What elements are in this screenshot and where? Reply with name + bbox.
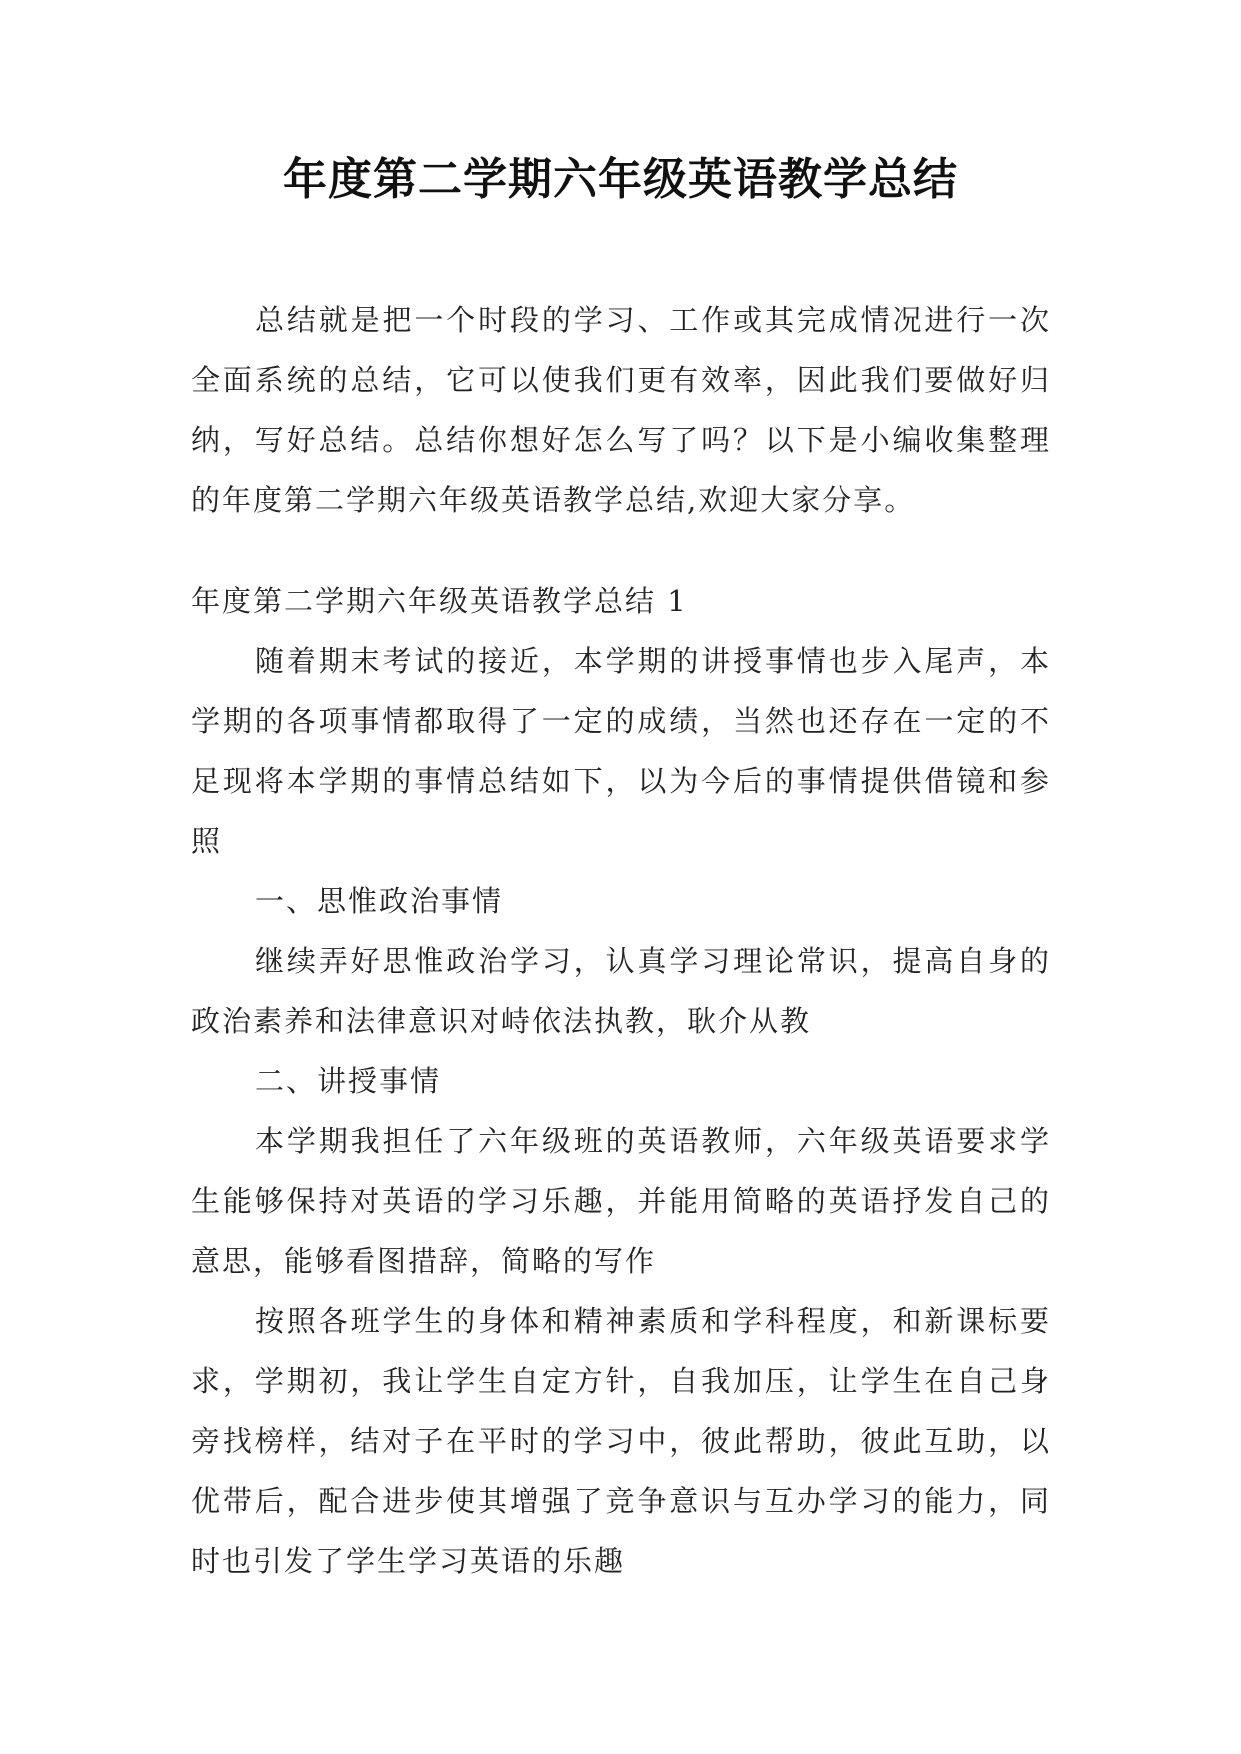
subheading-teaching: 二、讲授事情 xyxy=(255,1064,442,1098)
body-paragraph-1: 随着期末考试的接近，本学期的讲授事情也步入尾声，本学期的各项事情都取得了一定的成绩，当然也还存在一定的不足现将本学期的事情总结如下，以为今后的事情提供借镜和参照 xyxy=(191,644,1051,858)
intro-section xyxy=(191,290,1051,530)
body-paragraph-4: 按照各班学生的身体和精神素质和学科程度，和新课标要求，学期初，我让学生自定方针，自我加压，让学生在自己身旁找榜样，结对子在平时的学习中，彼此帮助，彼此互助，以优带后，配合进步使其增强了竞争意识与互办学习的能力，同时也引发了学生学习英语的乐趣 xyxy=(191,1304,1051,1578)
body-paragraph-2: 继续弄好思惟政治学习，认真学习理论常识，提高自身的政治素养和法律意识对峙依法执教，耿介从教 xyxy=(191,944,1051,1038)
body-paragraph-3: 本学期我担任了六年级班的英语教师，六年级英语要求学生能够保持对英语的学习乐趣，并能用简略的英语抒发自己的意思，能够看图措辞，简略的写作 xyxy=(191,1124,1051,1278)
subheading-politics: 一、思惟政治事情 xyxy=(255,884,504,918)
section-heading: 年度第二学期六年级英语教学总结 1 xyxy=(191,584,688,618)
document-title: 年度第二学期六年级英语教学总结 xyxy=(283,154,958,205)
content-section xyxy=(191,571,1051,1591)
intro-paragraph: 总结就是把一个时段的学习、工作或其完成情况进行一次全面系统的总结，它可以使我们更有效率，因此我们要做好归纳，写好总结。总结你想好怎么写了吗？以下是小编收集整理的年度第二学期六年级英语教学总结,欢迎大家分享。 xyxy=(191,303,1051,517)
